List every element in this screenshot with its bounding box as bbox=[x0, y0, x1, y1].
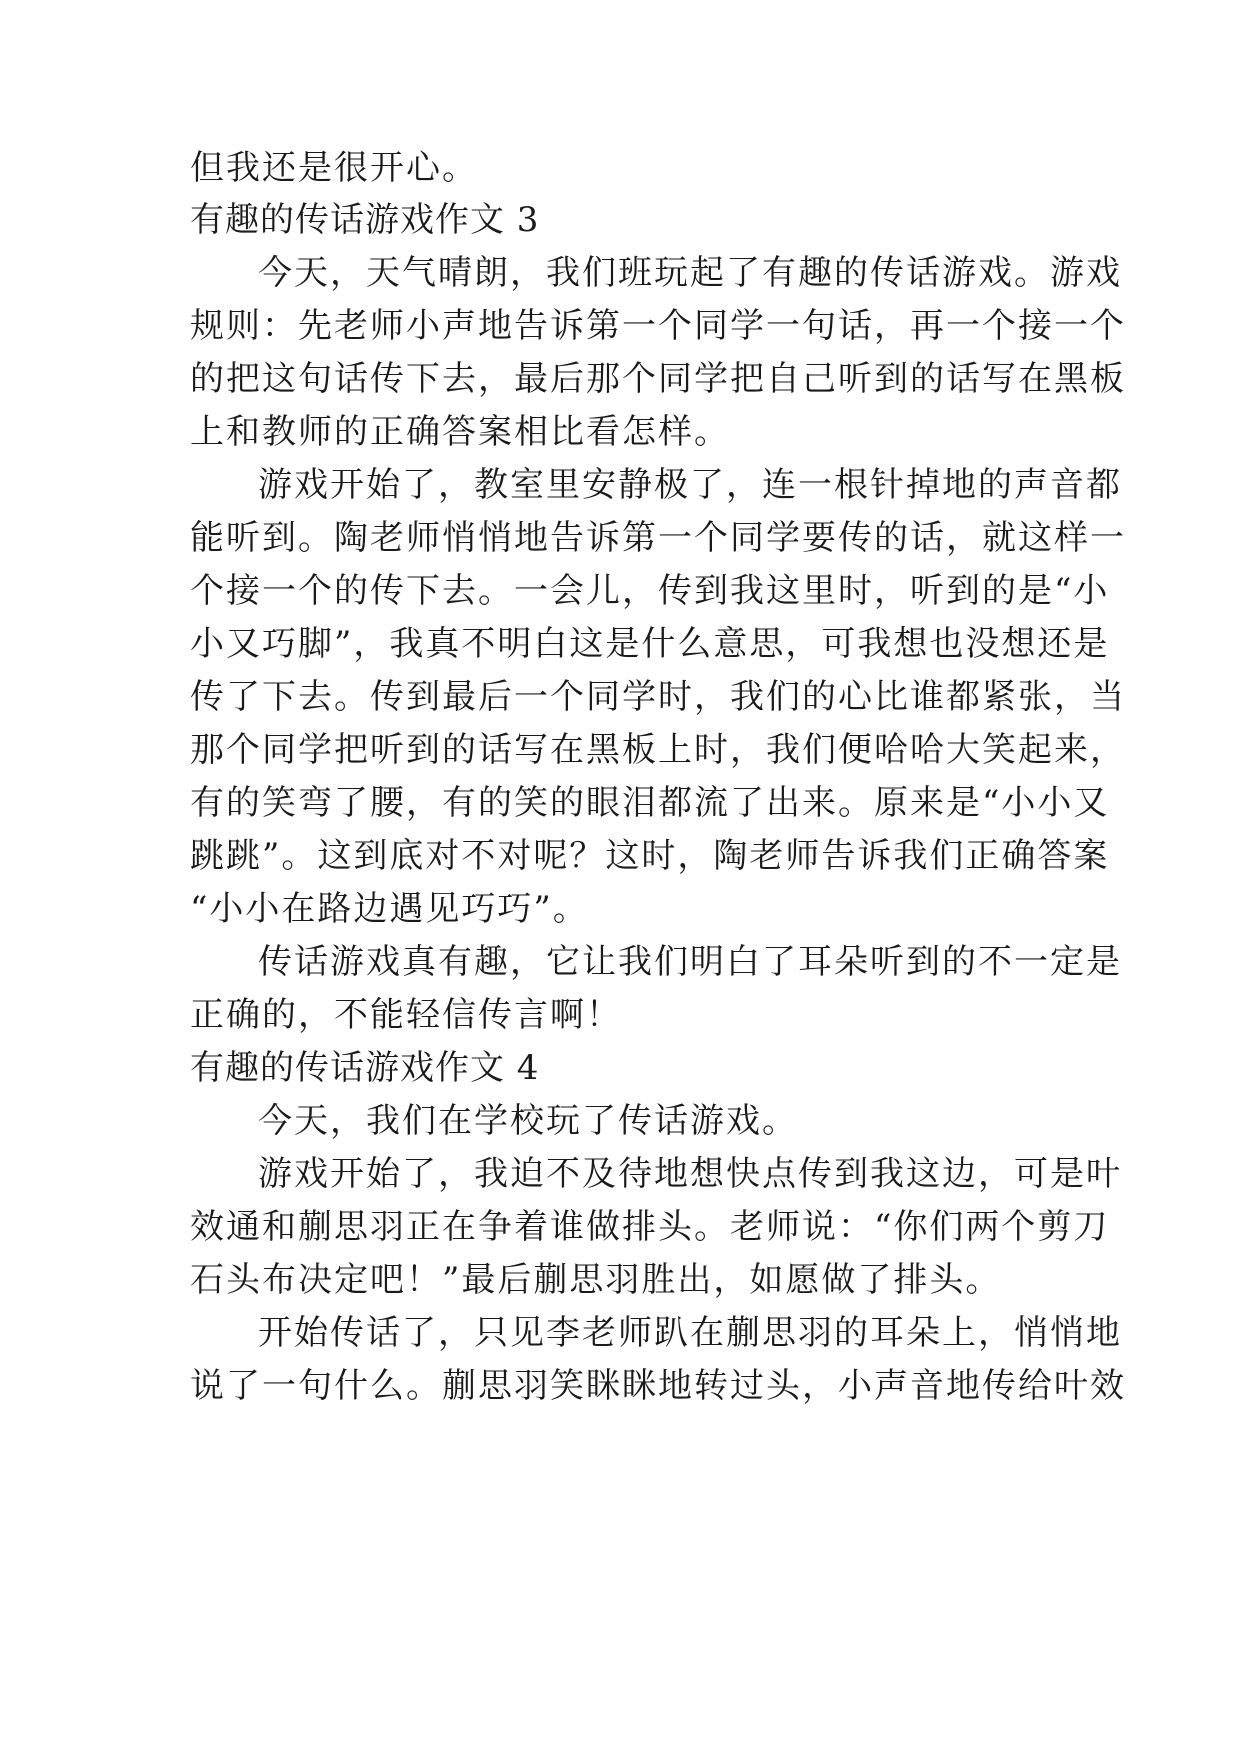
paragraph-line: 有的笑弯了腰，有的笑的眼泪都流了出来。原来是“小小又 bbox=[190, 783, 1110, 823]
paragraph-line: 游戏开始了，我迫不及待地想快点传到我这边，可是叶 bbox=[258, 1154, 1122, 1194]
paragraph-line: 传话游戏真有趣，它让我们明白了耳朵听到的不一定是 bbox=[258, 942, 1122, 982]
paragraph-line: 今天，我们在学校玩了传话游戏。 bbox=[258, 1101, 798, 1141]
paragraph-line: 效通和蒯思羽正在争着谁做排头。老师说：“你们两个剪刀 bbox=[190, 1207, 1110, 1247]
paragraph-line: 传了下去。传到最后一个同学时，我们的心比谁都紧张，当 bbox=[190, 677, 1126, 717]
paragraph-line: 正确的，不能轻信传言啊！ bbox=[190, 995, 622, 1035]
paragraph-line: 游戏开始了，教室里安静极了，连一根针掉地的声音都 bbox=[258, 465, 1122, 505]
paragraph-line: 上和教师的正确答案相比看怎样。 bbox=[190, 412, 730, 452]
paragraph-line: 说了一句什么。蒯思羽笑眯眯地转过头，小声音地传给叶效 bbox=[190, 1366, 1126, 1406]
paragraph-line: 开始传话了，只见李老师趴在蒯思羽的耳朵上，悄悄地 bbox=[258, 1313, 1122, 1353]
paragraph-line: 跳跳”。这到底对不对呢？这时，陶老师告诉我们正确答案 bbox=[190, 836, 1110, 876]
section-heading: 有趣的传话游戏作文 4 bbox=[190, 1048, 540, 1088]
paragraph-line: 规则：先老师小声地告诉第一个同学一句话，再一个接一个 bbox=[190, 306, 1126, 346]
paragraph-line: 个接一个的传下去。一会儿，传到我这里时，听到的是“小 bbox=[190, 571, 1110, 611]
paragraph-line: 的把这句话传下去，最后那个同学把自己听到的话写在黑板 bbox=[190, 359, 1126, 399]
paragraph-line: 那个同学把听到的话写在黑板上时，我们便哈哈大笑起来， bbox=[190, 730, 1126, 770]
paragraph-line: 但我还是很开心。 bbox=[190, 148, 478, 188]
paragraph-line: 小又巧脚”，我真不明白这是什么意思，可我想也没想还是 bbox=[190, 624, 1110, 664]
paragraph-line: “小小在路边遇见巧巧”。 bbox=[190, 889, 589, 929]
section-heading: 有趣的传话游戏作文 3 bbox=[190, 200, 540, 240]
paragraph-line: 石头布决定吧！”最后蒯思羽胜出，如愿做了排头。 bbox=[190, 1260, 1002, 1300]
paragraph-line: 能听到。陶老师悄悄地告诉第一个同学要传的话，就这样一 bbox=[190, 518, 1126, 558]
paragraph-line: 今天，天气晴朗，我们班玩起了有趣的传话游戏。游戏 bbox=[258, 253, 1122, 293]
